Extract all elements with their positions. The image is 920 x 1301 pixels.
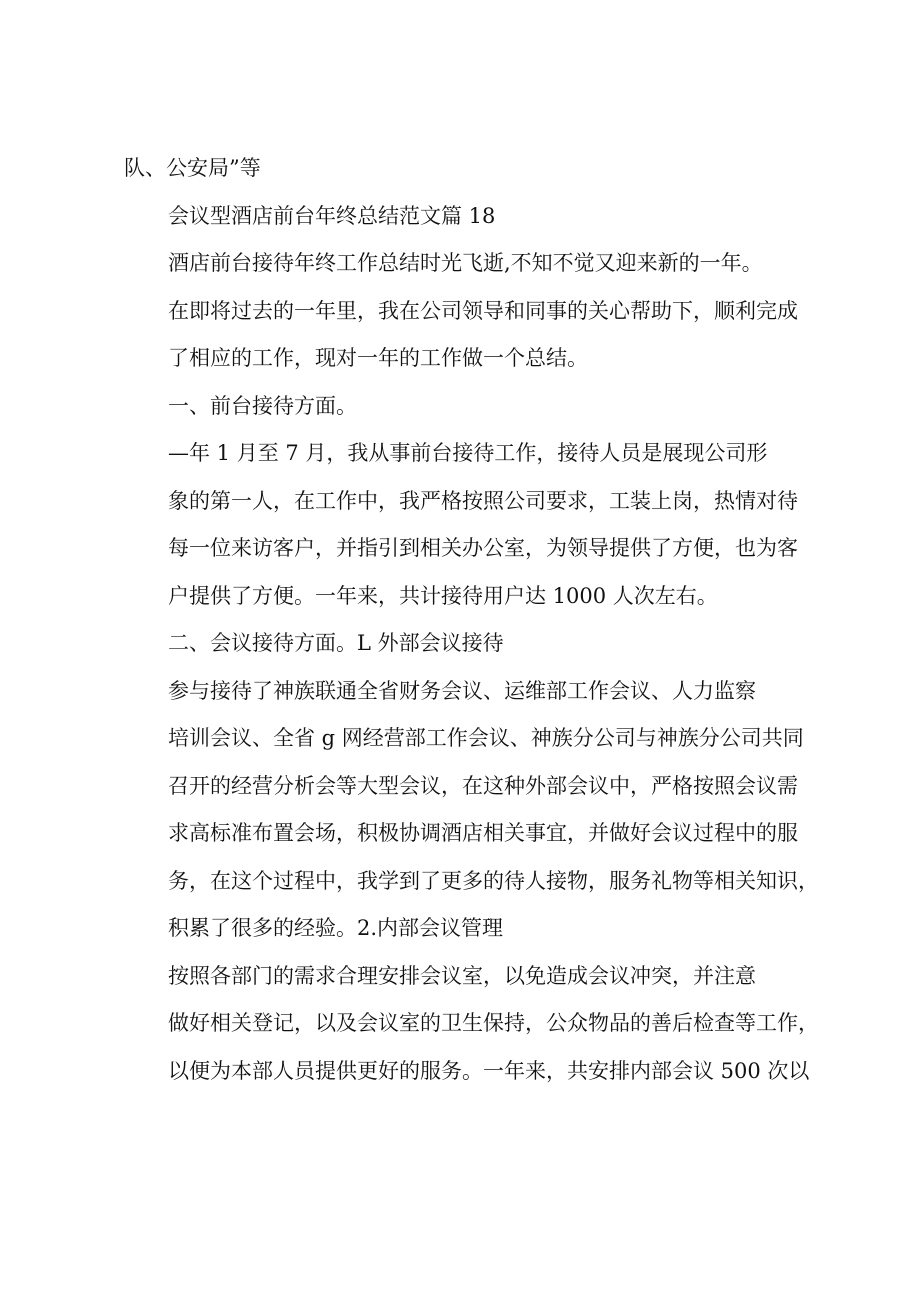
document-body	[124, 145, 824, 1095]
paragraph	[124, 668, 824, 953]
text-line: 在即将过去的一年里，我在公司领导和同事的关心帮助下，顺利完成	[168, 298, 798, 323]
text-line: 求高标准布置会场，积极协调酒店相关事宜，并做好会议过程中的服	[168, 821, 798, 845]
paragraph	[124, 193, 824, 241]
text-line: 以便为本部人员提供更好的服务。一年来，共安排内部会议 500 次以	[168, 1058, 810, 1083]
text-line: 务，在这个过程中，我学到了更多的待人接物，服务礼物等相关知识，	[168, 868, 819, 893]
text-line: 积累了很多的经验。2.内部会议管理	[168, 916, 504, 940]
paragraph	[124, 145, 824, 193]
text-line: 参与接待了神族联通全省财务会议、运维部工作会议、人力监察	[168, 678, 756, 703]
paragraph	[124, 240, 824, 383]
paragraph	[124, 620, 824, 668]
text-line: 队、公安局”等	[124, 156, 261, 180]
text-line: 召开的经营分析会等大型会议，在这种外部会议中，严格按照会议需	[168, 773, 798, 798]
text-line: 会议型酒店前台年终总结范文篇 18	[168, 203, 496, 228]
text-line: 培训会议、全省 g 网经营部工作会议、神族分公司与神族分公司共同	[168, 726, 804, 750]
text-line: 了相应的工作，现对一年的工作做一个总结。	[168, 346, 588, 370]
text-line: 按照各部门的需求合理安排会议室，以免造成会议冲突，并注意	[168, 963, 756, 988]
text-line: 酒店前台接待年终工作总结时光飞逝,不知不觉又迎来新的一年。	[168, 251, 763, 275]
text-line: 户提供了方便。一年来，共计接待用户达 1000 人次左右。	[168, 583, 718, 608]
text-line: —年 1 月至 7 月，我从事前台接待工作，接待人员是展现公司形	[168, 441, 768, 465]
paragraph	[124, 383, 824, 431]
text-line: 一、前台接待方面。	[168, 393, 357, 418]
paragraph	[124, 430, 824, 620]
text-line: 象的第一人，在工作中，我严格按照公司要求，工装上岗，热情对待	[168, 488, 798, 513]
paragraph	[124, 953, 824, 1096]
text-line: 二、会议接待方面。L 外部会议接待	[168, 631, 504, 655]
text-line: 每一位来访客户，并指引到相关办公室，为领导提供了方便，也为客	[168, 536, 798, 560]
text-line: 做好相关登记，以及会议室的卫生保持，公众物品的善后检查等工作，	[168, 1011, 819, 1035]
